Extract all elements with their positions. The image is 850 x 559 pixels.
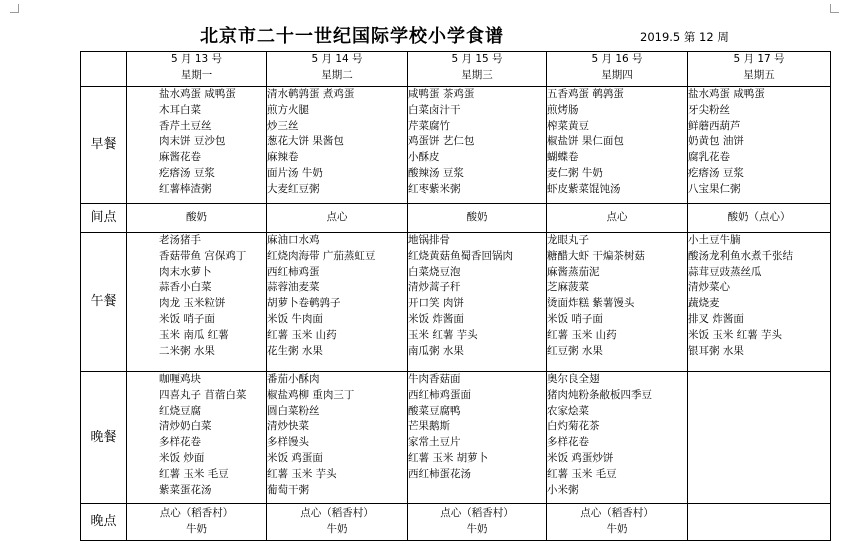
dish-line: 牛奶	[606, 523, 628, 535]
day-header	[688, 52, 831, 87]
dish-line: 清炒菜心	[688, 281, 730, 294]
menu-cell	[688, 204, 831, 233]
menu-cell	[267, 87, 408, 204]
dish-line: 麦仁粥 牛奶	[547, 166, 603, 179]
menu-cell	[547, 87, 688, 204]
menu-cell	[408, 233, 547, 372]
dish-line: 点心（稻香村）	[159, 507, 234, 520]
dish-line: 红薯 玉米 毛豆	[547, 467, 617, 480]
dish-line: 米饭 炸酱面	[408, 312, 464, 325]
dish-line: 米饭 鸡蛋面	[267, 451, 323, 464]
dish-line: 五香鸡蛋 鹌鹑蛋	[547, 88, 624, 100]
dish-line: 米饭 鸡蛋炒饼	[547, 451, 614, 464]
day-date: 5 月 17 号	[733, 53, 785, 65]
dish-line: 南瓜粥 水果	[408, 344, 464, 357]
meal-row-lunch	[81, 233, 831, 372]
dish-line: 米饭 哨子面	[547, 312, 603, 325]
meal-row-snack-am	[81, 204, 831, 233]
dish-line: 玉米 红薯 芋头	[408, 328, 478, 341]
menu-cell	[688, 233, 831, 372]
menu-table	[80, 51, 831, 541]
dish-line: 玉米 南瓜 红薯	[159, 328, 229, 341]
dish-line: 银耳粥 水果	[688, 344, 744, 357]
dish-line: 红烧肉海带 广茄蒸虹豆	[267, 249, 376, 262]
dish-line: 酸奶（点心）	[727, 211, 791, 224]
date-header-row	[81, 52, 831, 87]
menu-cell	[688, 504, 831, 541]
dish-line: 小酥皮	[408, 151, 440, 164]
dish-line: 疙瘩汤 豆浆	[159, 166, 215, 179]
dish-line: 牛奶	[186, 523, 207, 535]
dish-line: 芹菜腐竹	[408, 119, 450, 132]
dish-line: 清水鹌鹑蛋 煮鸡蛋	[267, 88, 355, 100]
menu-cell	[127, 204, 267, 233]
dish-line: 点心（稻香村）	[440, 507, 514, 520]
dish-line: 酸菜豆腐鸭	[408, 404, 461, 417]
meal-label-breakfast: 早餐	[81, 87, 127, 204]
dish-line: 红薯 玉米 芋头	[267, 467, 337, 480]
day-weekday: 星期四	[601, 68, 633, 81]
dish-line: 奶黄包 油饼	[688, 135, 744, 148]
menu-cell	[408, 504, 547, 541]
dish-line: 葱花大饼 果酱包	[267, 135, 344, 148]
menu-cell	[547, 204, 688, 233]
dish-line: 西红柿鸡蛋面	[408, 388, 471, 401]
dish-line: 清炒蒿子秆	[408, 281, 461, 294]
dish-line: 香菇带鱼 宫保鸡丁	[159, 249, 247, 262]
menu-cell	[267, 204, 408, 233]
dish-line: 牛奶	[326, 523, 348, 535]
dish-line: 烫面炸糕 紫薯馒头	[547, 297, 635, 310]
dish-line: 麻酱花卷	[159, 151, 201, 164]
dish-line: 红枣紫米粥	[408, 182, 461, 195]
dish-line: 红薯 玉米 毛豆	[159, 467, 229, 480]
dish-line: 红豆粥 水果	[547, 344, 603, 357]
dish-line: 芒果鹅斯	[408, 420, 450, 433]
dish-line: 糖醋大虾 干煸茶树菇	[547, 249, 645, 262]
dish-line: 点心（稻香村）	[300, 507, 374, 520]
dish-line: 西红柿蛋花汤	[408, 467, 471, 480]
dish-line: 咖喱鸡块	[159, 373, 201, 385]
meal-row-breakfast	[81, 87, 831, 204]
day-weekday: 星期三	[461, 68, 493, 81]
dish-line: 蒜香小白菜	[159, 281, 212, 294]
dish-line: 多样馒头	[267, 436, 309, 449]
menu-cell	[688, 372, 831, 504]
dish-line: 米饭 炒面	[159, 451, 205, 464]
dish-line: 肉龙 玉米粒饼	[159, 297, 226, 310]
page-title: 北京市二十一世纪国际学校小学食谱	[200, 26, 504, 47]
dish-line: 虾皮紫菜馄饨汤	[547, 182, 621, 195]
day-header	[127, 52, 267, 87]
dish-line: 红烧豆腐	[159, 404, 201, 417]
dish-line: 肉末水萝卜	[159, 265, 212, 278]
dish-line: 酸奶	[466, 211, 488, 224]
day-date: 5 月 15 号	[451, 53, 503, 65]
dish-line: 小土豆牛腩	[688, 234, 741, 246]
dish-line: 酸辣汤 豆浆	[408, 166, 464, 179]
dish-line: 鸡蛋饼 艺仁包	[408, 135, 475, 148]
dish-line: 榨菜黄豆	[547, 119, 589, 132]
meal-row-dinner	[81, 372, 831, 504]
dish-line: 疙瘩汤 豆浆	[688, 166, 744, 179]
dish-line: 开口笑 肉饼	[408, 297, 464, 310]
dish-line: 圆白菜粉丝	[267, 404, 320, 417]
dish-line: 香芹土豆丝	[159, 119, 212, 132]
day-date: 5 月 14 号	[311, 53, 363, 65]
week-label: 2019.5 第 12 周	[640, 30, 729, 44]
meal-row-snack-pm	[81, 504, 831, 541]
dish-line: 葡萄干粥	[267, 483, 309, 496]
day-header	[408, 52, 547, 87]
dish-line: 酸汤龙利鱼水煮千张结	[688, 249, 793, 262]
dish-line: 胡萝卜卷鹌鹑子	[267, 297, 341, 310]
dish-line: 鲜蘑西葫芦	[688, 119, 741, 132]
menu-cell	[408, 87, 547, 204]
dish-line: 麻辣卷	[267, 151, 299, 164]
menu-cell	[267, 233, 408, 372]
dish-line: 盐水鸡蛋 咸鸭蛋	[688, 88, 765, 100]
dish-line: 肉末饼 豆沙包	[159, 135, 226, 148]
dish-line: 咸鸭蛋 茶鸡蛋	[408, 88, 475, 100]
dish-line: 麻酱蒸茄泥	[547, 265, 600, 278]
menu-cell	[127, 504, 267, 541]
day-date: 5 月 16 号	[591, 53, 643, 65]
dish-line: 大麦红豆粥	[267, 182, 320, 195]
dish-line: 腐乳花卷	[688, 151, 730, 164]
day-date: 5 月 13 号	[170, 53, 223, 65]
day-weekday: 星期五	[743, 68, 775, 81]
day-header	[267, 52, 408, 87]
dish-line: 紫菜蛋花汤	[159, 483, 212, 496]
dish-line: 椒盐鸡柳 重肉三丁	[267, 388, 355, 401]
dish-line: 米饭 哨子面	[159, 312, 215, 325]
meal-label-snack-pm: 晚点	[81, 504, 127, 541]
dish-line: 牛奶	[466, 523, 488, 535]
menu-cell	[547, 233, 688, 372]
dish-line: 地锅排骨	[408, 234, 450, 246]
menu-cell	[688, 87, 831, 204]
day-weekday: 星期二	[321, 68, 353, 81]
menu-cell	[127, 233, 267, 372]
dish-line: 点心（稻香村）	[580, 507, 654, 520]
dish-line: 红薯棒渣粥	[159, 182, 212, 195]
meal-label-lunch: 午餐	[81, 233, 127, 372]
dish-line: 红薯 玉米 山药	[547, 328, 617, 341]
dish-line: 米饭 牛肉面	[267, 312, 323, 325]
dish-line: 小米粥	[547, 483, 579, 496]
dish-line: 多样花卷	[159, 436, 201, 449]
dish-line: 红烧黄菇鱼蜀香回锅肉	[408, 249, 513, 262]
meal-label-snack-am: 间点	[81, 204, 127, 233]
dish-line: 清炒快菜	[267, 420, 309, 433]
dish-line: 点心	[606, 211, 628, 224]
dish-line: 蒜蓉油麦菜	[267, 281, 320, 294]
dish-line: 牛肉香菇面	[408, 373, 461, 385]
dish-line: 多样花卷	[547, 436, 589, 449]
dish-line: 清炒奶白菜	[159, 420, 212, 433]
meal-label-dinner: 晚餐	[81, 372, 127, 504]
menu-cell	[267, 504, 408, 541]
menu-cell	[408, 204, 547, 233]
menu-cell	[127, 372, 267, 504]
dish-line: 八宝果仁粥	[688, 182, 741, 195]
dish-line: 四喜丸子 苜蓿白菜	[159, 388, 247, 401]
dish-line: 煎方火腿	[267, 103, 309, 116]
day-weekday: 星期一	[180, 68, 213, 81]
dish-line: 排叉 炸酱面	[688, 312, 744, 325]
dish-line: 老汤猪手	[159, 234, 201, 246]
dish-line: 红薯 玉米 胡萝卜	[408, 451, 489, 464]
dish-line: 芝麻菠菜	[547, 281, 589, 294]
page-corner-mark-right	[830, 4, 839, 13]
dish-line: 家常土豆片	[408, 436, 461, 449]
header-corner-cell	[81, 52, 127, 87]
menu-cell	[267, 372, 408, 504]
dish-line: 木耳白菜	[159, 103, 201, 116]
dish-line: 白灼菊花茶	[547, 420, 600, 433]
dish-line: 农家烩菜	[547, 404, 589, 417]
dish-line: 蝴蝶卷	[547, 151, 579, 164]
dish-line: 猪肉炖粉条敝板四季豆	[547, 388, 652, 401]
dish-line: 麻油口水鸡	[267, 234, 320, 246]
dish-line: 红薯 玉米 山药	[267, 328, 337, 341]
dish-line: 酸奶	[186, 211, 207, 224]
dish-line: 炒三丝	[267, 119, 299, 132]
menu-cell	[547, 504, 688, 541]
dish-line: 盐水鸡蛋 咸鸭蛋	[159, 88, 236, 100]
dish-line: 米饭 玉米 红薯 芋头	[688, 328, 783, 341]
dish-line: 煎烤肠	[547, 103, 579, 116]
dish-line: 蔬烧麦	[688, 297, 720, 310]
dish-line: 椒盐饼 果仁面包	[547, 135, 624, 148]
dish-line: 番茄小酥肉	[267, 373, 320, 385]
menu-cell	[127, 87, 267, 204]
dish-line: 西红柿鸡蛋	[267, 265, 320, 278]
dish-line: 奥尔良全翅	[547, 373, 600, 385]
dish-line: 蒜茸豆豉蒸丝瓜	[688, 265, 762, 278]
dish-line: 龙眼丸子	[547, 234, 589, 246]
dish-line: 白菜烧豆泡	[408, 265, 461, 278]
dish-line: 点心	[326, 211, 348, 224]
dish-line: 面片汤 牛奶	[267, 166, 323, 179]
day-header	[547, 52, 688, 87]
menu-cell	[408, 372, 547, 504]
dish-line: 白菜卤汁干	[408, 103, 461, 116]
menu-cell	[547, 372, 688, 504]
dish-line: 二米粥 水果	[159, 344, 215, 357]
dish-line: 花生粥 水果	[267, 344, 323, 357]
dish-line: 牙尖粉丝	[688, 103, 730, 116]
page-corner-mark-left	[10, 4, 19, 13]
